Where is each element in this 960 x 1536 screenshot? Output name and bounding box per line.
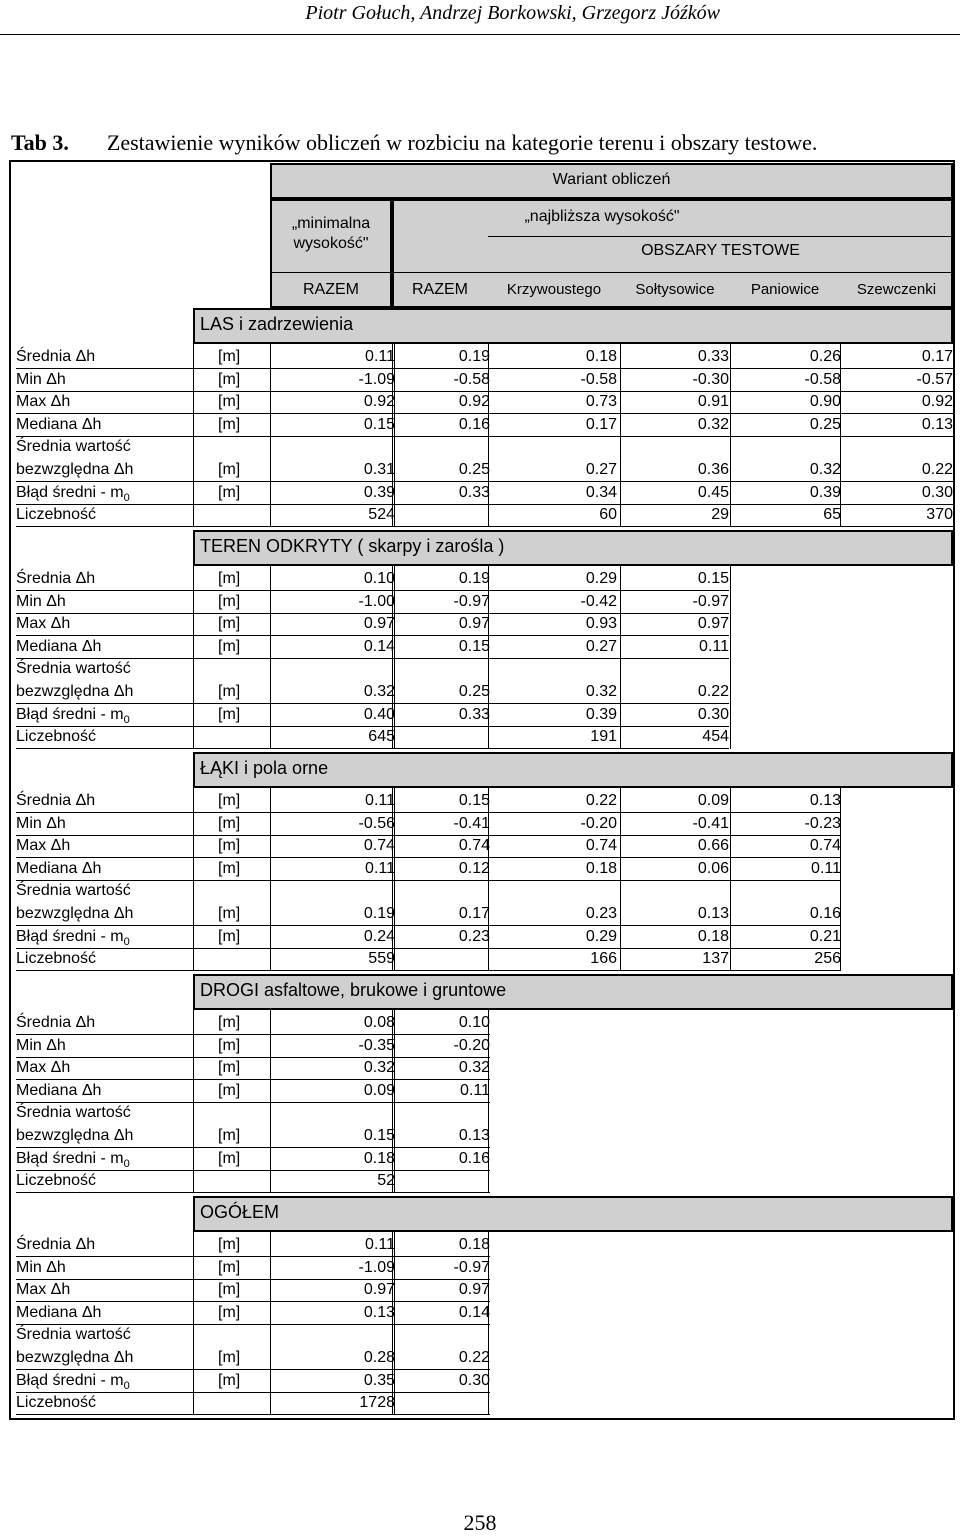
row-value: 0.26 (809, 348, 841, 365)
row-unit: [m] (218, 1281, 241, 1299)
table-row (16, 1012, 956, 1034)
row-value: 0.13 (921, 415, 953, 433)
table-row (16, 436, 956, 458)
table-row (16, 1035, 956, 1057)
column-rule (270, 566, 271, 749)
column-rule (193, 1010, 194, 1193)
row-unit: [m] (218, 615, 241, 633)
column-rule (392, 1232, 395, 1415)
row-value: 0.40 (363, 705, 395, 723)
row-label: Max Δh (16, 393, 71, 411)
row-value: 0.29 (585, 927, 617, 945)
row-value: 0.13 (458, 1127, 490, 1144)
row-value: 0.15 (697, 570, 729, 587)
column-rule (392, 566, 395, 749)
row-value: 65 (823, 506, 841, 524)
table-row (16, 636, 956, 658)
row-label: Liczebność (16, 1394, 97, 1412)
row-value: 0.34 (585, 483, 617, 501)
row-value: -1.09 (358, 1258, 395, 1276)
row-value: 0.22 (921, 461, 953, 478)
section-title: ŁĄKI i pola orne (200, 758, 329, 778)
section-title: OGÓŁEM (200, 1202, 280, 1222)
table-row (16, 1324, 956, 1346)
column-rule (193, 1232, 194, 1415)
table-row (16, 1102, 956, 1124)
table-row (16, 813, 956, 835)
table-row (16, 903, 956, 925)
row-value: 0.74 (458, 837, 490, 855)
row-value: 0.09 (697, 792, 729, 809)
row-value: 0.97 (458, 1281, 490, 1299)
row-value: 0.11 (365, 792, 395, 809)
column-rule (392, 1010, 395, 1193)
row-value: 0.97 (697, 615, 729, 633)
row-value: 60 (599, 506, 617, 524)
row-unit: [m] (218, 1014, 241, 1031)
row-value: -0.41 (453, 814, 490, 832)
row-value: -0.20 (453, 1036, 490, 1054)
row-value: 454 (702, 728, 729, 746)
row-value: 29 (711, 506, 729, 524)
row-label: Średnia Δh (16, 792, 96, 809)
column-rule (488, 1010, 489, 1193)
row-unit: [m] (218, 1371, 241, 1389)
row-value: 0.90 (809, 393, 841, 411)
row-value: 0.16 (809, 905, 841, 922)
row-value: 0.11 (460, 1081, 490, 1099)
column-rule (488, 344, 489, 527)
row-unit: [m] (218, 483, 241, 501)
row-value: 0.18 (585, 859, 617, 877)
table-row (16, 790, 956, 812)
table-row (16, 1347, 956, 1369)
row-label: Min Δh (16, 370, 66, 388)
table-caption (11, 130, 817, 156)
row-value: 0.23 (585, 905, 617, 922)
row-rule (16, 1192, 490, 1193)
row-value: 0.06 (697, 859, 729, 877)
row-value: 0.39 (363, 483, 395, 501)
row-label: Liczebność (16, 728, 97, 746)
row-value: 0.39 (809, 483, 841, 501)
row-unit: [m] (218, 1059, 241, 1077)
row-value: 0.19 (458, 348, 490, 365)
table-row (16, 1125, 956, 1147)
row-value: 0.10 (458, 1014, 490, 1031)
row-label: Błąd średni - $m_0$ (16, 483, 130, 504)
column-rule (620, 344, 621, 527)
row-value: -0.41 (692, 814, 729, 832)
table-row (16, 591, 956, 613)
row-label: Błąd średni - $m_0$ (16, 705, 130, 726)
row-value: 0.15 (363, 415, 395, 433)
row-value: 0.32 (697, 415, 729, 433)
row-value: 0.11 (699, 637, 729, 655)
row-value: 0.93 (585, 615, 617, 633)
column-rule (488, 566, 489, 749)
row-unit: [m] (218, 814, 241, 832)
row-rule (16, 1414, 490, 1415)
row-value: -0.97 (453, 1258, 490, 1276)
row-value: 0.12 (458, 859, 490, 877)
row-value: 0.92 (458, 393, 490, 411)
row-value: -0.57 (916, 370, 953, 388)
row-label: bezwzględna Δh (16, 461, 134, 478)
row-value: 0.97 (458, 615, 490, 633)
column-rule (488, 788, 489, 971)
row-unit: [m] (218, 905, 241, 922)
row-value: 0.15 (458, 637, 490, 655)
near-height-header: „najbliższa wysokość" (524, 208, 680, 225)
table-row (16, 1057, 956, 1079)
col-soltysowice: Sołtysowice (635, 281, 715, 298)
row-value: 256 (814, 950, 841, 968)
column-rule (620, 566, 621, 749)
table-row (16, 568, 956, 590)
table-row (16, 459, 956, 481)
row-value: 0.66 (697, 837, 729, 855)
row-label: Min Δh (16, 1258, 66, 1276)
row-value: 0.17 (458, 905, 490, 922)
row-label: Średnia wartość (16, 882, 131, 900)
row-unit: [m] (218, 1127, 241, 1144)
row-value: 0.21 (809, 927, 841, 945)
row-label: Błąd średni - $m_0$ (16, 927, 130, 948)
row-label: Średnia Δh (16, 1014, 96, 1031)
row-value: 0.33 (458, 705, 490, 723)
row-label: Mediana Δh (16, 859, 102, 877)
row-label: Liczebność (16, 1172, 97, 1190)
column-rule (730, 344, 731, 527)
row-value: 0.11 (365, 1236, 395, 1253)
row-label: bezwzględna Δh (16, 683, 134, 700)
row-rule (16, 526, 953, 527)
row-label: Mediana Δh (16, 637, 102, 655)
row-unit: [m] (218, 415, 241, 433)
row-value: 0.16 (458, 1149, 490, 1167)
row-unit: [m] (218, 637, 241, 655)
row-label: bezwzględna Δh (16, 1349, 134, 1366)
row-unit: [m] (218, 683, 241, 700)
row-label: Średnia wartość (16, 660, 131, 678)
row-value: 0.22 (697, 683, 729, 700)
table-row (16, 858, 956, 880)
col-razem-min: RAZEM (303, 281, 359, 298)
row-value: -0.42 (580, 592, 617, 610)
row-value: 0.39 (585, 705, 617, 723)
row-value: 0.27 (585, 461, 617, 478)
section-band (193, 1196, 953, 1232)
row-label: Min Δh (16, 592, 66, 610)
table-row (16, 1148, 956, 1170)
row-label: Błąd średni - $m_0$ (16, 1371, 130, 1392)
row-label: bezwzględna Δh (16, 905, 134, 922)
row-value: 0.22 (585, 792, 617, 809)
table-row (16, 613, 956, 635)
row-value: -0.30 (692, 370, 729, 388)
row-value: 0.11 (811, 859, 841, 877)
row-value: 0.45 (697, 483, 729, 501)
row-value: 0.32 (458, 1059, 490, 1077)
row-label: Mediana Δh (16, 1081, 102, 1099)
row-value: 0.32 (363, 1059, 395, 1077)
test-areas-header: OBSZARY TESTOWE (641, 242, 800, 259)
row-unit: [m] (218, 570, 241, 587)
table-row (16, 704, 956, 726)
col-paniowice: Paniowice (750, 281, 820, 298)
table-caption-text: Zestawienie wyników obliczeń w rozbiciu na kategorie terenu i obszary testowe. (106, 130, 818, 155)
column-rule (270, 1010, 271, 1193)
min-height-header: „minimalna wysokość" (291, 215, 371, 252)
table-row (16, 414, 956, 436)
row-label: Średnia Δh (16, 348, 96, 365)
row-value: -0.58 (580, 370, 617, 388)
row-value: -0.20 (580, 814, 617, 832)
row-value: 0.17 (921, 348, 953, 365)
row-value: 0.24 (363, 927, 395, 945)
row-label: Liczebność (16, 950, 97, 968)
row-unit: [m] (218, 792, 241, 809)
table-row (16, 1257, 956, 1279)
row-value: 0.18 (363, 1149, 395, 1167)
row-value: 0.35 (363, 1371, 395, 1389)
row-value: -0.58 (804, 370, 841, 388)
column-rule (840, 344, 841, 527)
row-value: -0.97 (692, 592, 729, 610)
running-header-authors: Piotr Gołuch, Andrzej Borkowski, Grzegorz Jóźków (305, 2, 720, 24)
row-value: 0.32 (363, 683, 395, 700)
col-krzywoustego: Krzywoustego (506, 281, 602, 298)
column-rule (270, 788, 271, 971)
row-value: 0.33 (458, 483, 490, 501)
table-row (16, 369, 956, 391)
row-value: 0.15 (458, 792, 490, 809)
row-value: 0.74 (363, 837, 395, 855)
row-value: -0.35 (358, 1036, 395, 1054)
row-value: 191 (590, 728, 617, 746)
row-label: Max Δh (16, 615, 71, 633)
row-value: 0.74 (585, 837, 617, 855)
row-value: 0.23 (458, 927, 490, 945)
row-value: 0.15 (363, 1127, 395, 1144)
row-value: 0.97 (363, 615, 395, 633)
column-rule (392, 344, 395, 527)
row-unit: [m] (218, 1081, 241, 1099)
row-value: 0.25 (458, 461, 490, 478)
row-label: Średnia wartość (16, 1104, 131, 1122)
row-value: 52 (377, 1172, 395, 1190)
row-label: Min Δh (16, 1036, 66, 1054)
row-value: 0.29 (585, 570, 617, 587)
row-label: Średnia wartość (16, 438, 131, 456)
row-value: 0.31 (363, 461, 395, 478)
row-value: 0.73 (585, 393, 617, 411)
row-label: Max Δh (16, 837, 71, 855)
row-unit: [m] (218, 837, 241, 855)
table-row (16, 880, 956, 902)
row-unit: [m] (218, 1303, 241, 1321)
col-razem-near: RAZEM (412, 281, 468, 298)
table-number: Tab 3. (11, 130, 69, 155)
row-value: 0.18 (585, 348, 617, 365)
row-value: 0.28 (363, 1349, 395, 1366)
row-value: 0.16 (458, 415, 490, 433)
header-divider-2 (270, 272, 953, 273)
table-row (16, 681, 956, 703)
row-unit: [m] (218, 1036, 241, 1054)
row-rule (16, 970, 841, 971)
page-number: 258 (463, 1510, 497, 1535)
row-label: Max Δh (16, 1281, 71, 1299)
column-rule (730, 566, 731, 749)
row-unit: [m] (218, 370, 241, 388)
row-value: 0.19 (458, 570, 490, 587)
header-rule (0, 34, 960, 35)
row-value: 0.22 (458, 1349, 490, 1366)
row-value: 0.13 (809, 792, 841, 809)
row-value: 0.74 (809, 837, 841, 855)
row-value: -0.23 (804, 814, 841, 832)
row-value: 0.14 (458, 1303, 490, 1321)
row-label: Max Δh (16, 1059, 71, 1077)
variant-header: Wariant obliczeń (552, 171, 671, 188)
row-unit: [m] (218, 1236, 241, 1253)
row-label: Min Δh (16, 814, 66, 832)
row-unit: [m] (218, 461, 241, 478)
table-row (16, 1302, 956, 1324)
row-value: 0.25 (809, 415, 841, 433)
row-unit: [m] (218, 927, 241, 945)
row-value: 0.18 (458, 1236, 490, 1253)
row-label: Średnia Δh (16, 1236, 96, 1253)
table-row (16, 391, 956, 413)
row-value: 0.36 (697, 461, 729, 478)
column-rule (392, 788, 395, 971)
row-unit: [m] (218, 592, 241, 610)
column-rule (193, 566, 194, 749)
row-unit: [m] (218, 393, 241, 411)
row-value: 166 (590, 950, 617, 968)
table-row (16, 726, 956, 748)
row-label: Średnia Δh (16, 570, 96, 587)
row-label: Błąd średni - $m_0$ (16, 1149, 130, 1170)
row-value: 137 (702, 950, 729, 968)
table-row (16, 504, 956, 526)
column-rule (193, 344, 194, 527)
row-value: 0.17 (585, 415, 617, 433)
row-value: 559 (368, 950, 395, 968)
column-rule (270, 344, 271, 527)
row-value: 370 (926, 506, 953, 524)
row-value: 0.32 (585, 683, 617, 700)
row-unit: [m] (218, 1349, 241, 1366)
row-value: 524 (368, 506, 395, 524)
column-rule (730, 788, 731, 971)
column-rule (193, 788, 194, 971)
row-label: Średnia wartość (16, 1326, 131, 1344)
row-value: -1.09 (358, 370, 395, 388)
table-row (16, 1170, 956, 1192)
table-row (16, 658, 956, 680)
table-row (16, 1234, 956, 1256)
row-value: 0.13 (697, 905, 729, 922)
row-value: 0.11 (365, 348, 395, 365)
row-unit: [m] (218, 348, 241, 365)
row-value: 0.18 (697, 927, 729, 945)
row-value: 0.32 (809, 461, 841, 478)
row-value: 1728 (359, 1394, 395, 1412)
row-unit: [m] (218, 859, 241, 877)
row-value: 0.30 (458, 1371, 490, 1389)
row-value: 0.30 (697, 705, 729, 723)
table-row (16, 1370, 956, 1392)
header-divider (488, 236, 953, 237)
row-value: 0.92 (921, 393, 953, 411)
row-value: 0.92 (363, 393, 395, 411)
row-label: Liczebność (16, 506, 97, 524)
table-row (16, 948, 956, 970)
table-row (16, 835, 956, 857)
row-value: -0.97 (453, 592, 490, 610)
row-unit: [m] (218, 705, 241, 723)
row-value: 0.30 (921, 483, 953, 501)
row-value: 0.09 (363, 1081, 395, 1099)
table-row (16, 1392, 956, 1414)
row-value: 0.08 (363, 1014, 395, 1031)
row-value: 0.10 (363, 570, 395, 587)
section-title: LAS i zadrzewienia (200, 314, 354, 334)
row-value: 0.27 (585, 637, 617, 655)
column-rule (620, 788, 621, 971)
table-row (16, 1279, 956, 1301)
row-value: 645 (368, 728, 395, 746)
row-value: -1.00 (358, 592, 395, 610)
table-row (16, 346, 956, 368)
row-unit: [m] (218, 1258, 241, 1276)
col-szewczenki: Szewczenki (856, 281, 937, 298)
row-value: 0.91 (697, 393, 729, 411)
row-label: bezwzględna Δh (16, 1127, 134, 1144)
table-row (16, 1080, 956, 1102)
column-rule (488, 1232, 489, 1415)
row-label: Mediana Δh (16, 415, 102, 433)
row-value: 0.25 (458, 683, 490, 700)
row-value: 0.11 (365, 859, 395, 877)
table-row (16, 482, 956, 504)
row-value: 0.19 (363, 905, 395, 922)
table-row (16, 926, 956, 948)
row-unit: [m] (218, 1149, 241, 1167)
row-value: -0.56 (358, 814, 395, 832)
column-rule (840, 788, 841, 971)
row-value: 0.33 (697, 348, 729, 365)
row-rule (16, 748, 729, 749)
row-value: -0.58 (453, 370, 490, 388)
section-title: TEREN ODKRYTY ( skarpy i zarośla ) (200, 536, 505, 556)
section-title: DROGI asfaltowe, brukowe i gruntowe (200, 980, 507, 1000)
row-value: 0.97 (363, 1281, 395, 1299)
row-value: 0.14 (363, 637, 395, 655)
row-label: Mediana Δh (16, 1303, 102, 1321)
row-value: 0.13 (363, 1303, 395, 1321)
column-rule (270, 1232, 271, 1415)
